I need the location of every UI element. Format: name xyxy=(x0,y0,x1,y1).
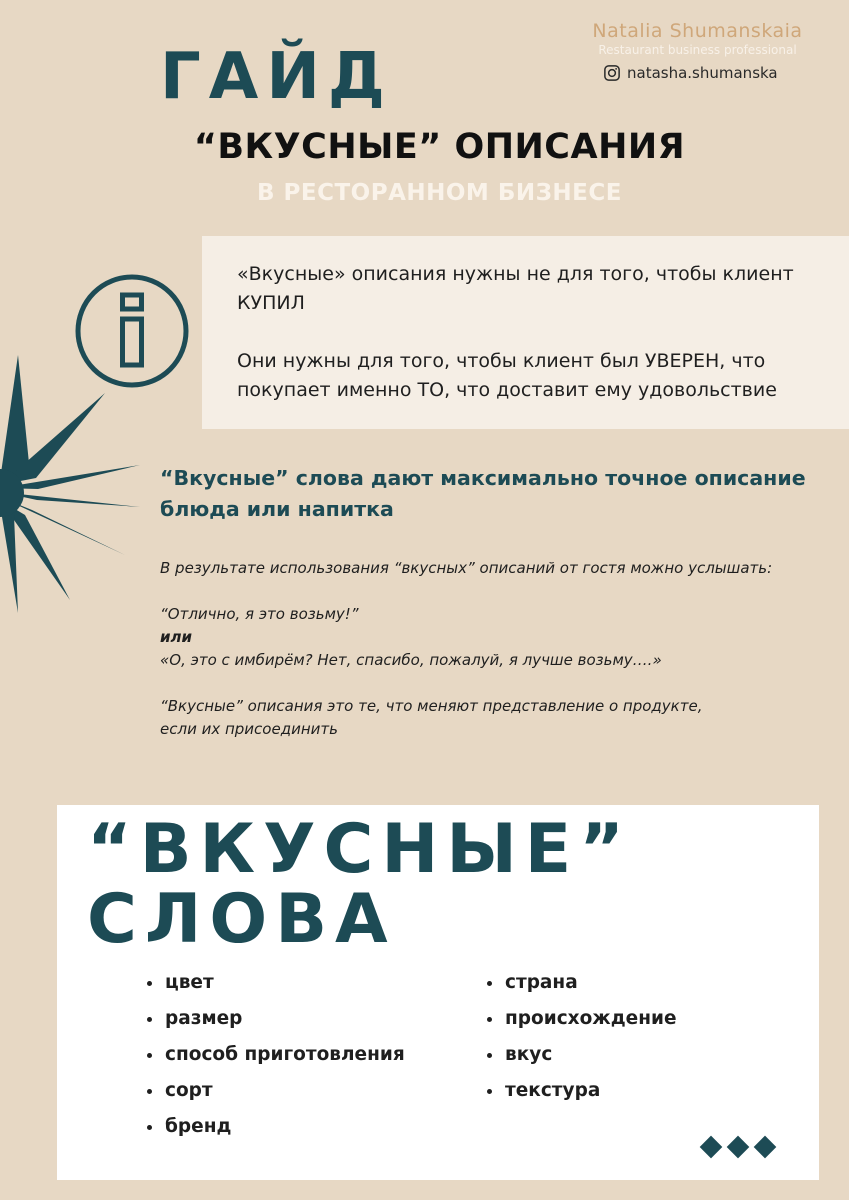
body-line-conclusion-1: “Вкусные” описания это те, что меняют представление о продукте, xyxy=(160,697,703,715)
list-item: сорт xyxy=(147,1073,405,1109)
body-line-intro: В результате использования “вкусных” описаний от гостя можно услышать: xyxy=(160,559,773,577)
body-text xyxy=(160,557,830,741)
instagram-handle: natasha.shumanska xyxy=(627,64,778,82)
diamond-icon xyxy=(700,1136,723,1159)
decorative-diamonds xyxy=(699,1135,777,1159)
list-item: размер xyxy=(147,1001,405,1037)
quote-accept: “Отлично, я это возьму!” xyxy=(160,605,359,623)
list-item: страна xyxy=(487,965,677,1001)
list-item: цвет xyxy=(147,965,405,1001)
diamond-icon xyxy=(727,1136,750,1159)
info-paragraph-2: Они нужны для того, чтобы клиент был УВЕРЕН, что покупает именно ТО, что доставит ему удовольствие xyxy=(237,350,777,401)
body-line-conclusion-2: если их присоединить xyxy=(160,720,338,738)
brand-name: Natalia Shumanskaia xyxy=(592,20,803,42)
info-paragraph-1: «Вкусные» описания нужны не для того, чтобы клиент КУПИЛ xyxy=(237,263,794,314)
highlight-statement: “Вкусные” слова дают максимально точное описание блюда или напитка xyxy=(160,466,806,521)
list-item: бренд xyxy=(147,1109,405,1145)
info-icon xyxy=(74,273,190,389)
list-item: текстура xyxy=(487,1073,677,1109)
list-item: вкус xyxy=(487,1037,677,1073)
palm-leaf-icon xyxy=(0,355,150,615)
info-box xyxy=(202,236,849,429)
list-item: происхождение xyxy=(487,1001,677,1037)
words-list-right xyxy=(487,965,677,1109)
words-title-line-2: СЛОВА xyxy=(87,880,396,959)
words-card xyxy=(57,805,819,1180)
page-subtitle: “ВКУСНЫЕ” ОПИСАНИЯ xyxy=(193,127,686,167)
words-title-line-1: “ВКУСНЫЕ” xyxy=(87,810,632,889)
words-title xyxy=(87,810,632,959)
diamond-icon xyxy=(754,1136,777,1159)
list-item: способ приготовления xyxy=(147,1037,405,1073)
instagram-link[interactable] xyxy=(603,64,778,82)
quote-decline: «О, это с имбирём? Нет, спасибо, пожалуй, я лучше возьму….» xyxy=(160,651,662,669)
instagram-icon xyxy=(603,64,621,82)
brand-block xyxy=(570,20,825,57)
words-list-left xyxy=(147,965,405,1145)
page-subtitle-secondary: В РЕСТОРАННОМ БИЗНЕСЕ xyxy=(256,180,622,206)
or-connector: или xyxy=(160,628,193,646)
brand-tagline: Restaurant business professional xyxy=(598,43,797,57)
page-title: ГАЙД xyxy=(160,40,393,114)
